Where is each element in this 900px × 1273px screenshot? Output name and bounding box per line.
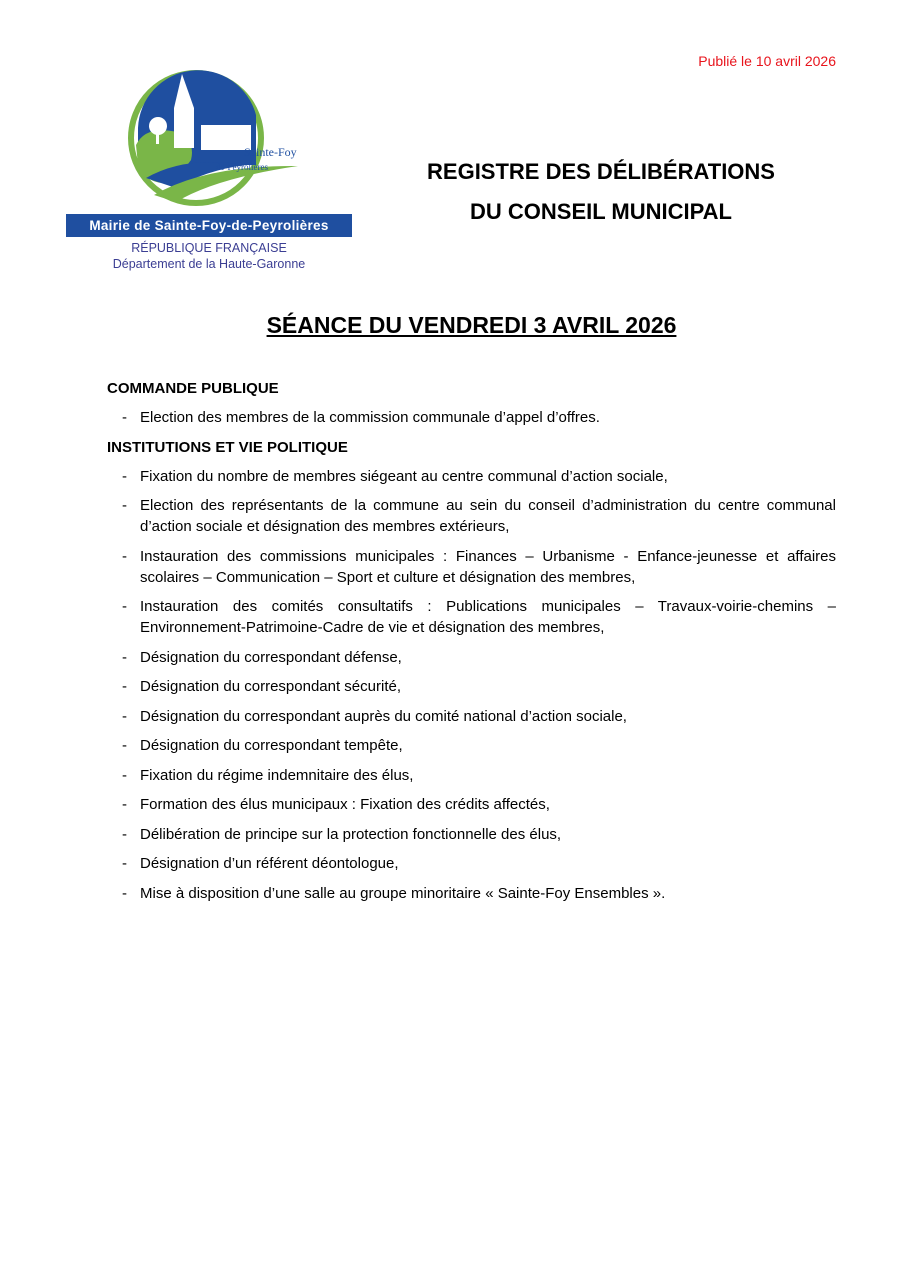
bullet-dash: - — [122, 825, 127, 843]
bullet-dash: - — [122, 547, 127, 565]
logo-banner: Mairie de Sainte-Foy-de-Peyrolières — [66, 214, 352, 237]
agenda-item — [107, 853, 836, 874]
agenda-item — [107, 466, 836, 487]
section-heading: INSTITUTIONS ET VIE POLITIQUE — [107, 438, 348, 456]
agenda-item-text: Election des représentants de la commune au sein du conseil d’administration du centre communal d’action sociale et désignation des membres extérieurs, — [140, 497, 836, 535]
bullet-dash: - — [122, 796, 127, 813]
agenda-item-text: Désignation du correspondant défense, — [140, 648, 402, 666]
agenda-item — [107, 596, 836, 638]
agenda-item-text: Fixation du nombre de membres siégeant au centre communal d’action sociale, — [140, 467, 668, 485]
bullet-dash: - — [122, 598, 127, 615]
bullet-dash: - — [122, 766, 127, 784]
agenda-item-text: Formation des élus municipaux : Fixation des crédits affectés, — [140, 796, 550, 813]
bullet-dash: - — [122, 737, 127, 754]
section-heading: COMMANDE PUBLIQUE — [107, 380, 279, 397]
agenda-item — [107, 546, 836, 588]
agenda-item-text: Délibération de principe sur la protection fonctionnelle des élus, — [140, 825, 562, 843]
bullet-dash: - — [122, 497, 127, 514]
bullet-dash: - — [122, 884, 127, 902]
bullet-dash: - — [122, 707, 127, 725]
mairie-logo — [66, 70, 354, 276]
agenda-item — [107, 706, 836, 727]
logo-departement: Département de la Haute-Garonne — [112, 257, 306, 271]
bullet-dash: - — [122, 855, 127, 872]
logo-republique: RÉPUBLIQUE FRANÇAISE — [131, 241, 287, 255]
agenda-item-text: Instauration des commissions municipales : Finances – Urbanisme - Enfance-jeunesse et affaires scolaires – Communication – Sport et culture et désignation des membres, — [140, 547, 836, 586]
agenda-item-text: Désignation d’un référent déontologue, — [140, 855, 399, 872]
bullet-dash: - — [122, 648, 127, 666]
town-emblem-icon — [66, 70, 354, 210]
logo-name-line1: Sainte-Foy — [244, 145, 297, 159]
agenda-item-text: Fixation du régime indemnitaire des élus, — [140, 766, 414, 784]
agenda-item-text: Election des membres de la commission communale d’appel d’offres. — [140, 409, 600, 426]
agenda-item-text: Désignation du correspondant tempête, — [140, 737, 403, 754]
agenda-item — [107, 735, 836, 756]
bullet-dash: - — [122, 678, 127, 695]
seance-heading: SÉANCE DU VENDREDI 3 AVRIL 2026 — [266, 312, 677, 338]
publication-date: Publié le 10 avril 2026 — [698, 53, 836, 69]
document-title — [400, 152, 802, 232]
agenda-item — [107, 794, 836, 815]
agenda — [107, 378, 836, 912]
agenda-item — [107, 407, 836, 428]
agenda-item — [107, 883, 836, 904]
agenda-list — [107, 466, 836, 904]
agenda-item-text: Désignation du correspondant auprès du comité national d’action sociale, — [140, 707, 627, 725]
agenda-item-text: Instauration des comités consultatifs : Publications municipales – Travaux-voirie-chemins – Environnement-Patrimoine-Cadre de vie et désignation des membres, — [140, 598, 836, 636]
bullet-dash: - — [122, 409, 127, 426]
title-line-2: DU CONSEIL MUNICIPAL — [470, 199, 732, 224]
agenda-item — [107, 647, 836, 668]
logo-name-line2: de-Peyrolières — [216, 162, 268, 172]
bullet-dash: - — [122, 467, 127, 485]
agenda-item-text: Désignation du correspondant sécurité, — [140, 678, 401, 695]
agenda-item — [107, 824, 836, 845]
agenda-item — [107, 676, 836, 697]
title-line-1: REGISTRE DES DÉLIBÉRATIONS — [427, 159, 775, 184]
agenda-item-text: Mise à disposition d’une salle au groupe minoritaire « Sainte-Foy Ensembles ». — [140, 884, 666, 902]
agenda-list — [107, 407, 836, 428]
agenda-item — [107, 765, 836, 786]
agenda-item — [107, 495, 836, 537]
